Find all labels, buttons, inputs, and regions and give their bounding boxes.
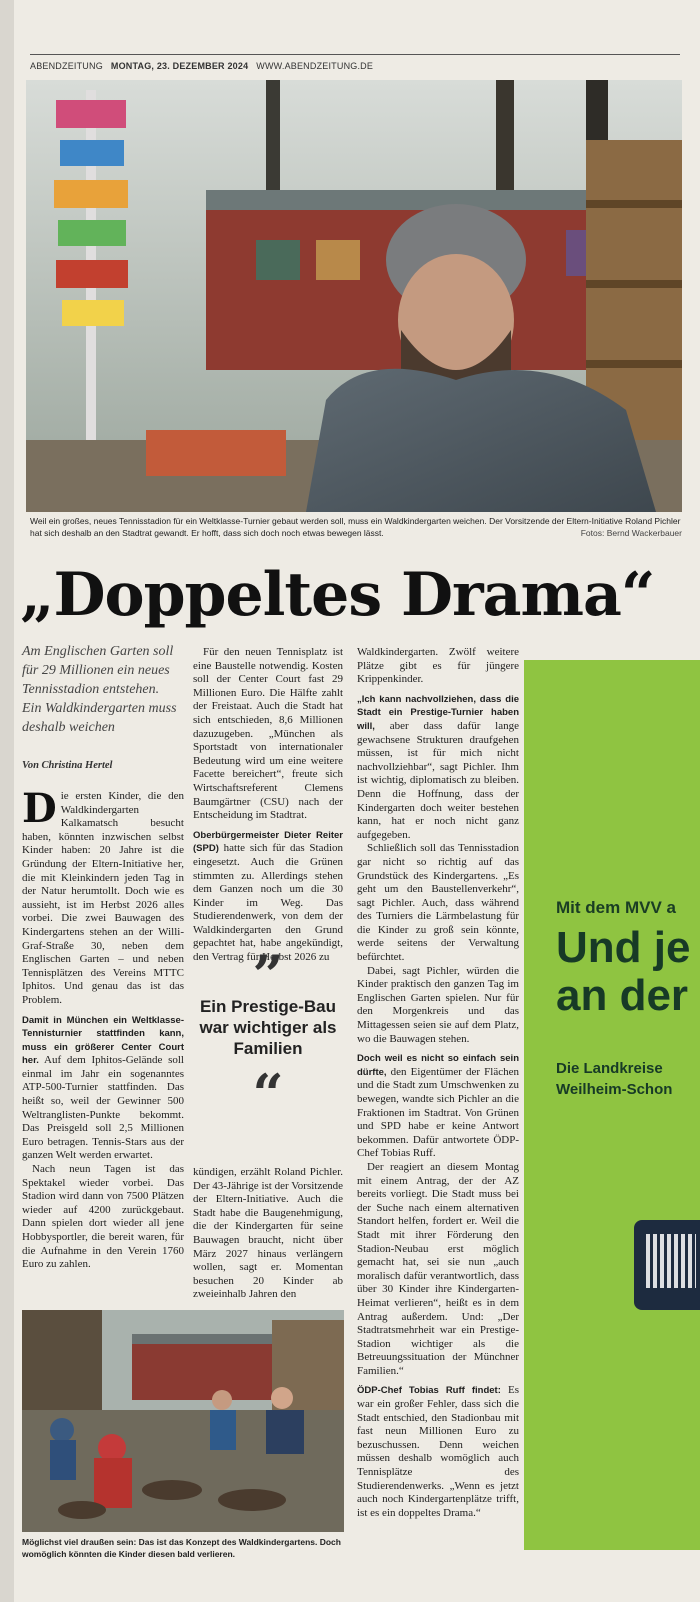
paragraph-text: aber dass dafür lange gewachsene Strukturen draufgehen müssen, ist für mich nicht nachvollziehbar“, sagt Pichler. Ihm ist wichtig, diplomatisch zu bleiben. Denn die Hoffnung, dass der Kindergarten doch weiter bestehen kann, hat er noch nicht ganz aufgegeben. [357, 719, 520, 841]
ad-subline-line: Weilheim-Schon [556, 1081, 673, 1098]
paragraph [22, 1014, 184, 1164]
article-deck: Am Englischen Garten soll für 29 Millionen ein neues Tennisstadion entstehen. Ein Waldkindergarten muss deshalb weichen [22, 644, 177, 735]
drop-cap: D [22, 785, 57, 832]
paragraph [357, 1384, 519, 1520]
paragraph: Waldkindergarten. Zwölf weitere Plätze gibt es für jüngere Krippenkinder. [357, 646, 519, 686]
run-in-lead: „Ich kann nachvollziehen, dass die Stadt ein Prestige-Turnier haben will, [357, 693, 519, 732]
mvv-advertisement [524, 660, 700, 1550]
pull-quote [193, 948, 343, 1148]
author-byline: Von Christina Hertel [22, 760, 113, 771]
paragraph: Dabei, sagt Pichler, würden die Kinder praktisch den ganzen Tag im Englischen Garten spielen. Nur für den Morgenkreis und das Mittagessen seien sie auf dem Platz, wo die Bauwagen stehen. [357, 964, 519, 1045]
ad-headline-line: an der [556, 971, 689, 1020]
quote-mark-close: “ [252, 1067, 284, 1111]
page-header [30, 54, 680, 76]
paragraph-text: hatte sich für das Stadion eingesetzt. Auch die Grünen stimmten zu. Allerdings stehen dem Ganzen noch um die 30 Kinder im Weg. Das Studierendenwerk, von dem der Waldkindergarten den Grund gepachtet hat, habe angekündigt, den Vertrag für Herbst 2026 zu [193, 842, 344, 964]
paragraph [193, 829, 343, 965]
article-column-2-continued [193, 1166, 343, 1302]
website: WWW.ABENDZEITUNG.DE [256, 60, 374, 71]
paragraph: Schließlich soll das Tennisstadion gar nicht so richtig auf das Grundstück des Kindergartens. „Es geht um den Baustellenverkehr“, sagt Pichler. Auch, dass während des Turniers die Lärmbelastung für die Kinder zu groß sein könnte, werde seitens der Verwaltung befürchtet. [357, 842, 519, 964]
article-column-2 [193, 646, 343, 965]
ad-headline [556, 924, 690, 1020]
headline: „Doppeltes Drama“ [20, 560, 655, 630]
paper-name: ABENDZEITUNG [30, 60, 103, 71]
paragraph-text: Auf dem Iphitos-Gelände soll einmal im Jahr ein sogenanntes ATP-500-Turnier stattfinden. Das heißt so, weil der Gewinner 500 Weltranglisten-Punkte bekommt. Das Preisgeld soll 2,5 Millionen Euro betragen. Tennis-Stars aus der ganzen Welt werden erwartet. [22, 1054, 184, 1162]
main-photo-illustration [26, 80, 682, 512]
qr-code-icon [634, 1220, 700, 1310]
run-in-lead: Damit in München ein Weltklasse-Tennisturnier stattfinden kann, muss ein größerer Center Court her. [22, 1014, 184, 1067]
article-column-3 [357, 646, 519, 1520]
ad-subline [556, 1058, 672, 1100]
run-in-lead: ÖDP-Chef Tobias Ruff findet: [357, 1385, 501, 1397]
paragraph-text: ie ersten Kinder, die den Waldkindergarten Kalkamatsch besucht haben, könnten inzwischen selbst Kinder haben: 20 Jahre ist die Gründung der Eltern-Initiative her, die mit Kleinkindern jeden Tag in der Natur herumtollt. Doch wie es aussieht, ist im Herbst 2026 alles vorbei. Die zwei Bauwagen des Kindergartens stehen an der Willi-Graf-Straße 30, neben dem Englischen Garten – und neben Tennisplätzen des Vereins MTTC Iphitos. Und genau das ist das Problem. [22, 790, 184, 1006]
ad-preheadline: Mit dem MVV a [556, 898, 676, 917]
quote-mark-open: ” [252, 948, 284, 992]
paragraph [357, 693, 519, 843]
main-photo [26, 80, 682, 512]
paragraph-text: Es war ein großer Fehler, dass sich die Stadt entschied, den Stadionbau mit fast neun Millionen Euro zu bezuschussen. Denn weichen müssen deshalb womöglich auch Tennisplätze des Studierendenwerks. „Wenn es jetzt auch noch Kindergartenplätze trifft, ist es ein doppeltes Drama.“ [357, 1384, 519, 1519]
paragraph: Der reagiert an diesem Montag mit einem Antrag, der der AZ bereits vorliegt. Die Stadt muss bei der Suche nach einem alternativen Standort helfen, fordert er. Weil die Stadt mit ihrer Förderung den Stadion-Neubau erst möglich gemacht hat, sei sie nun „auch moralisch dafür verantwortlich, dass über 30 Kinder ihre Kindergarten-Heimat verlieren“, heißt es in dem Antrag außerdem. Und: „Der Stadtratsmehrheit war ein Prestige-Stadion wichtiger als die Betreuungssituation der Münchner Familien.“ [357, 1160, 519, 1377]
kindergarten-photo-illustration [22, 1310, 344, 1532]
photo-credit: Fotos: Bernd Wackerbauer [580, 528, 682, 538]
paragraph-text: den Eigentümer der Flächen und die Stadt zum Umschwenken zu bewegen, wandte sich Pichler an die Fraktionen im Stadtrat. Von Grünen und SPD habe er keine Antwort bekommen. Dafür antwortete ÖDP-Chef Tobias Ruff. [357, 1065, 519, 1160]
caption-text: Weil ein großes, neues Tennisstadion für ein Weltklasse-Turnier gebaut werden soll, muss ein Waldkindergarten weichen. Der Vorsitzende der Eltern-Initiative Roland Pichler hat sich deshalb an den Stadtrat gewandt. Er hofft, dass sich doch noch etwas bewegen lässt. [30, 516, 681, 538]
article-column-1 [22, 785, 184, 1272]
paragraph: Für den neuen Tennisplatz ist eine Baustelle notwendig. Kosten soll der Center Court fast 29 Millionen Euro. Die Hälfte zahlt der Freistaat. Auch die Stadt hat sich entschieden, 8,6 Millionen dazuzugeben. „München als Sportstadt von internationaler Bedeutung wird um eine weitere Facette bereichert“, freute sich Wirtschaftsreferent Clemens Baumgärtner (CSU) nach der Entscheidung im Stadtrat. [193, 646, 343, 822]
ad-subline-line: Die Landkreise [556, 1060, 663, 1077]
paragraph: kündigen, erzählt Roland Pichler. Der 43-Jährige ist der Vorsitzende der Eltern-Initiative. Auch die Stadt habe die Baugenehmigung, die der Kindergarten für seine Bauwagen braucht, nicht über März 2027 hinaus verlängern wollen, sagt er. Momentan besuchen 20 Kinder ab zweieinhalb Jahren den [193, 1166, 343, 1301]
paragraph: Nach neun Tagen ist das Spektakel wieder vorbei. Das Stadion wird dann von 7500 Plätzen wieder auf 4200 zurückgebaut. Dann spielen dort wieder all jene Hobbysportler, die bereit waren, für die Aufnahme in den Verein 1760 Euro zu zahlen. [22, 1163, 184, 1271]
issue-date: MONTAG, 23. DEZEMBER 2024 [110, 60, 249, 71]
ad-headline-line: Und je [556, 923, 691, 972]
paragraph [22, 785, 184, 1008]
main-photo-caption [30, 515, 682, 539]
paragraph [357, 1052, 519, 1161]
pull-quote-text: Ein Prestige-Bau war wichtiger als Familien [199, 997, 337, 1058]
run-in-lead: Doch weil es nicht so einfach sein dürfte, [357, 1053, 519, 1078]
kindergarten-photo [22, 1310, 344, 1532]
run-in-lead: Oberbürgermeister Dieter Reiter (SPD) [193, 829, 343, 855]
kindergarten-photo-caption: Möglichst viel draußen sein: Das ist das Konzept des Waldkindergartens. Doch womöglich könnten die Kinder diesen bald verlieren. [22, 1537, 341, 1559]
qr-code-pattern [646, 1234, 696, 1288]
